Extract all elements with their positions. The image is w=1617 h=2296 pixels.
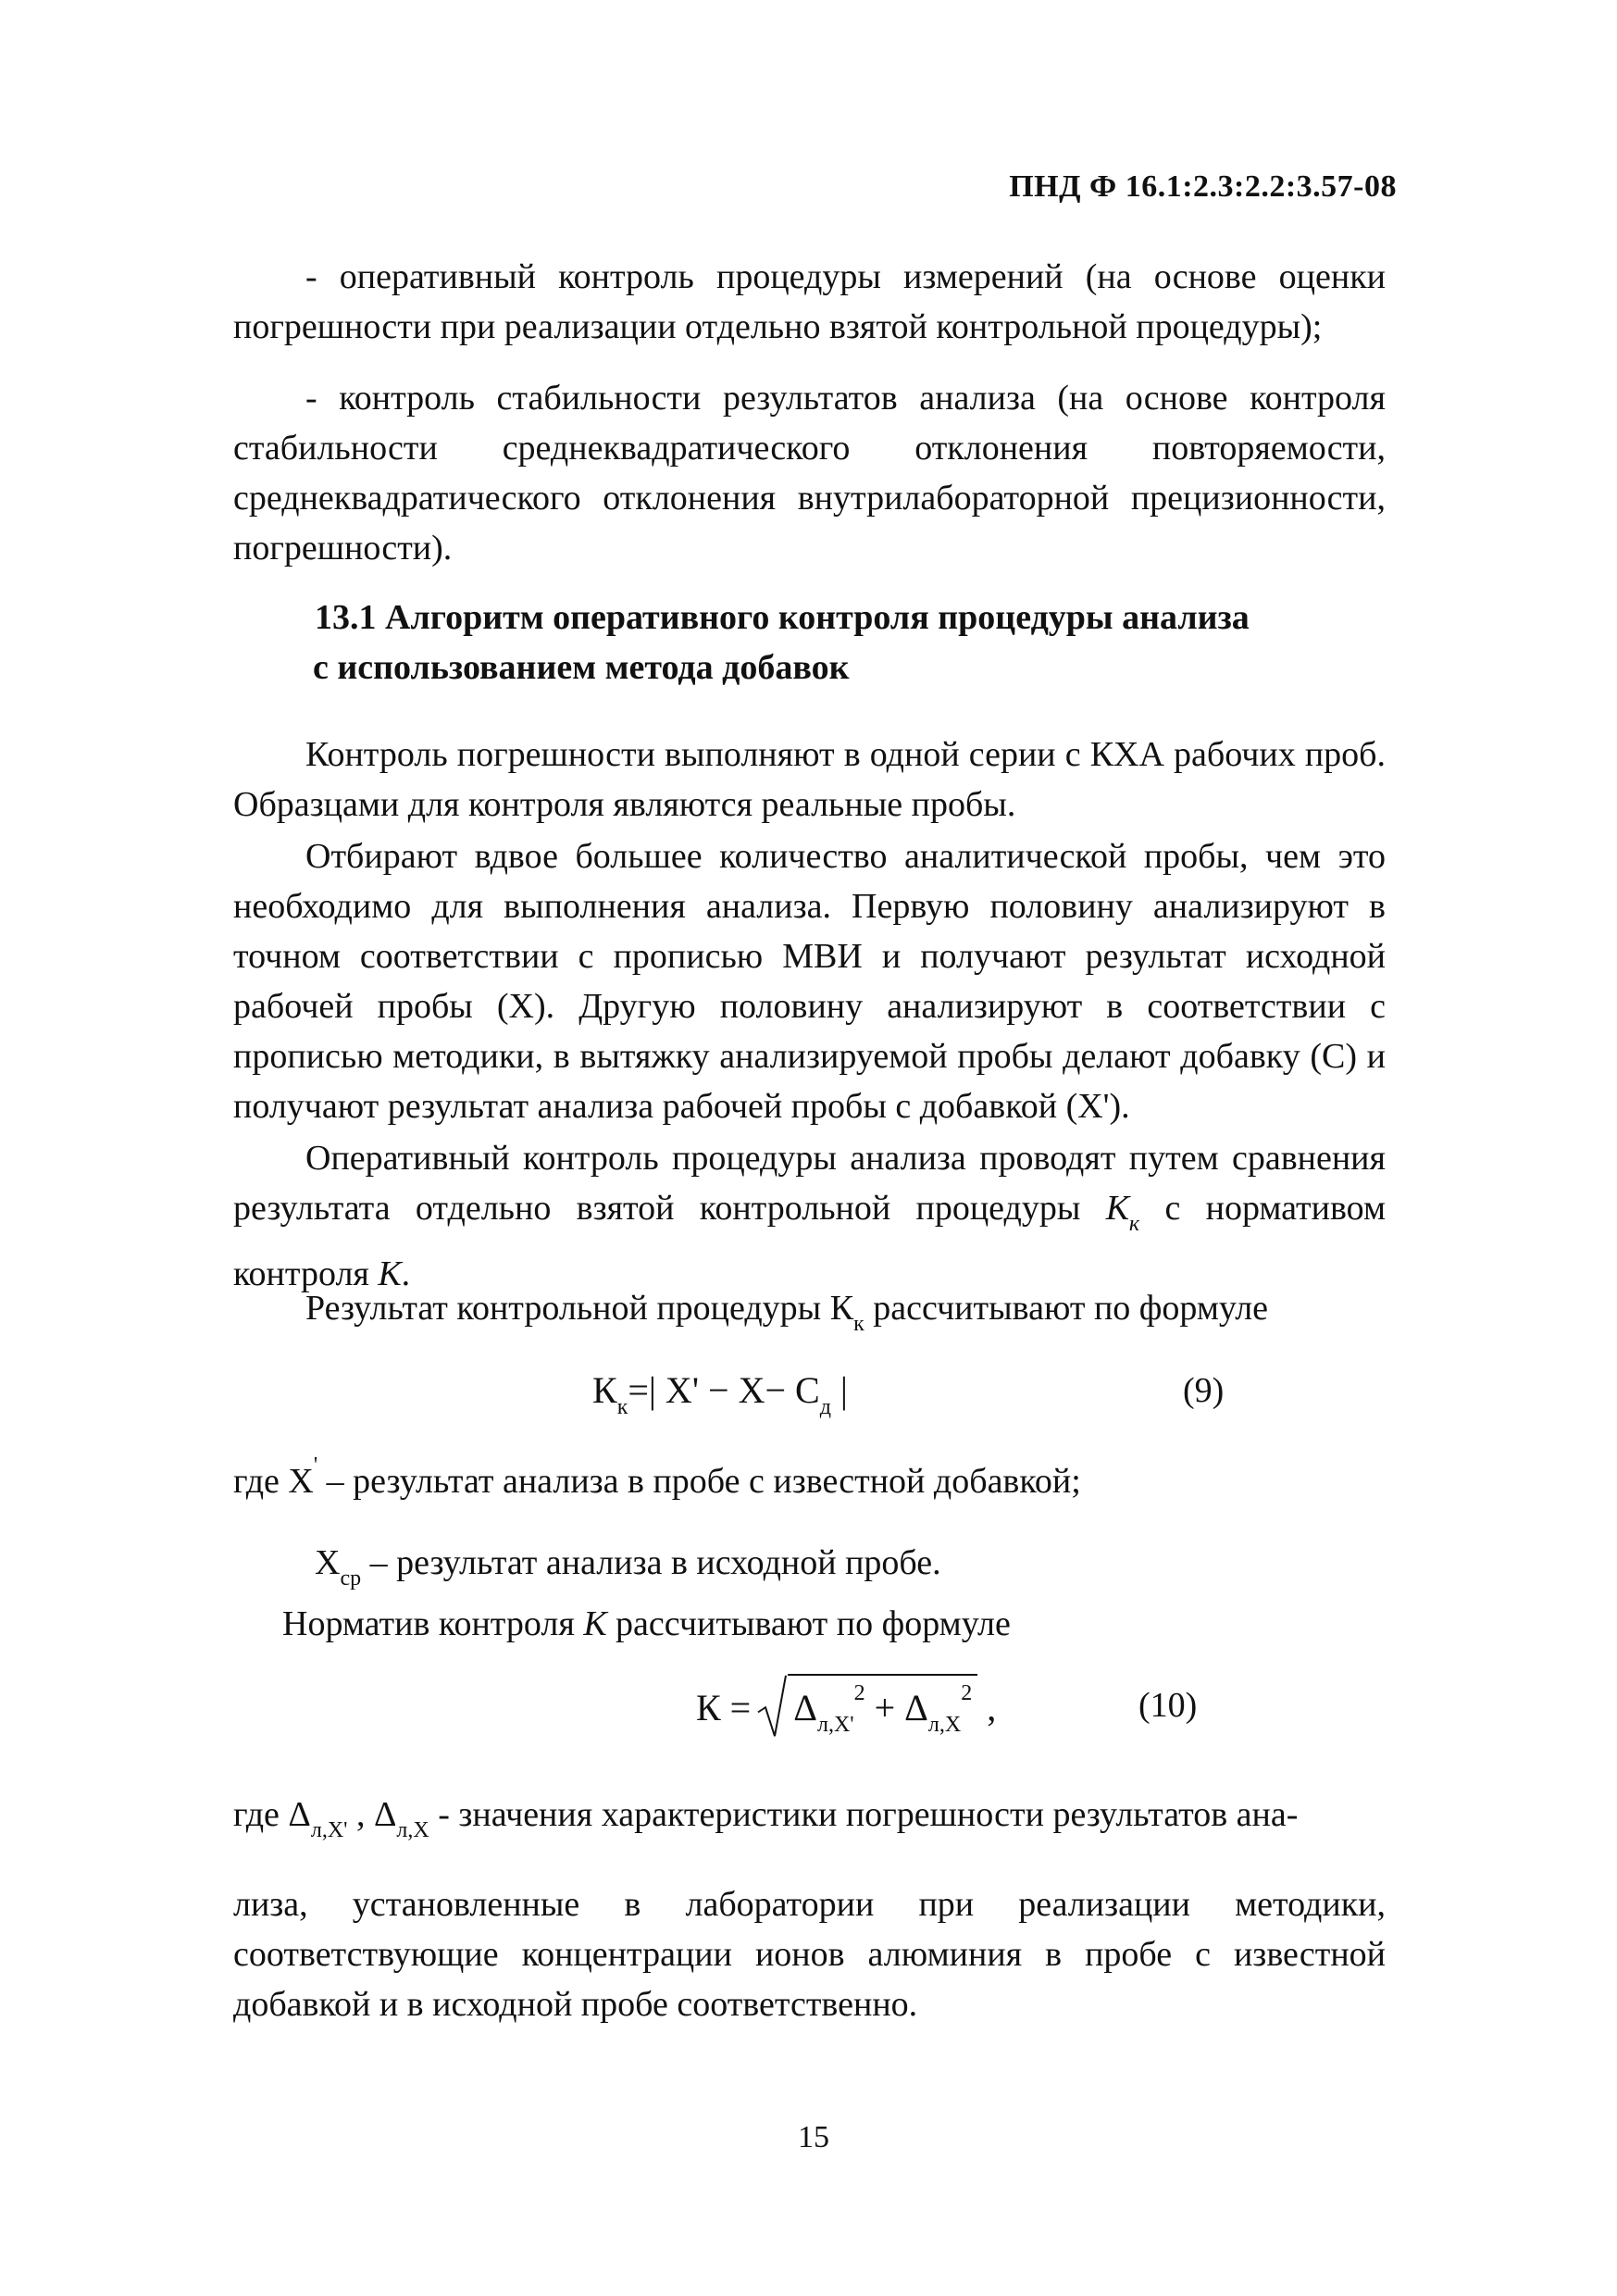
paragraph-3-text-a: Оперативный контроль процедуры анализа проводят путем сравнения результата отдельно взятой контрольной процедуры [233, 1139, 1386, 1228]
eq9-rhs-subscript: д [819, 1395, 831, 1419]
where-3-subscript-1: л,X' [310, 1818, 348, 1842]
equation-9-number: (9) [1183, 1371, 1225, 1410]
paragraph-4-subscript: к [853, 1312, 864, 1336]
paragraph-3 [233, 1133, 1386, 1299]
paragraph-5-text-b: рассчитывают по формуле [606, 1604, 1011, 1643]
eq9-rhs-a: =| X' − X− C [628, 1369, 820, 1411]
eq10-comma: , [977, 1687, 997, 1728]
intro-item-1-text: - оперативный контроль процедуры измерений (на основе оценки погрешности при реализации отдельно взятой контрольной процедуры); [233, 257, 1386, 346]
section-heading-line-2: с использованием метода добавок [313, 648, 850, 687]
where-line-2 [315, 1542, 941, 1591]
paragraph-6-text: лиза, установленные в лаборатории при реализации методики, соответствующие концентрации ионов алюминия в пробе с известной добавкой и в исходной пробе соответственно. [233, 1885, 1386, 2024]
kk-subscript: к [1128, 1212, 1140, 1236]
where-3-text-a: где Δ [233, 1795, 311, 1834]
square-root [756, 1674, 977, 1738]
paragraph-4 [233, 1283, 1386, 1349]
delta-2-superscript: 2 [961, 1681, 973, 1705]
paragraph-3-text-b: с нормативом контроля [233, 1189, 1386, 1293]
intro-item-2-text: - контроль стабильности результатов анализа (на основе контроля стабильности среднеквадратического отклонения повторяемости, среднеквадратического отклонения внутрилабораторной прецизионности, погрешности). [233, 379, 1386, 568]
where-1-text-a: где X [233, 1462, 314, 1501]
eq10-lhs: К = [696, 1687, 752, 1728]
delta-1-subscript: л,X' [816, 1713, 854, 1737]
where-2-text-b: – результат анализа в исходной пробе. [361, 1543, 941, 1582]
paragraph-5-k-symbol: К [583, 1604, 607, 1643]
delta-1-superscript: 2 [853, 1681, 865, 1705]
paragraph-3-period: . [401, 1254, 411, 1293]
where-1-superscript: ' [313, 1454, 318, 1478]
equation-10-number: (10) [1138, 1686, 1198, 1725]
k-symbol: К [378, 1254, 402, 1293]
page-number: 15 [798, 2120, 829, 2154]
eq9-lhs: К [592, 1369, 617, 1411]
where-line-1 [233, 1454, 1081, 1502]
equation-10 [696, 1674, 996, 1738]
where-3-subscript-2: л,X [396, 1818, 429, 1842]
where-1-text-b: – результат анализа в пробе с известной добавкой; [317, 1462, 1081, 1501]
where-line-3 [233, 1794, 1298, 1843]
where-2-text-a: X [315, 1543, 341, 1582]
paragraph-1-text: Контроль погрешности выполняют в одной серии с КХА рабочих проб. Образцами для контроля являются реальные пробы. [233, 735, 1386, 824]
section-heading-line-1: 13.1 Алгоритм оперативного контроля процедуры анализа [315, 598, 1250, 637]
eq9-rhs-b: | [830, 1369, 848, 1411]
delta-2-subscript: л,X [927, 1713, 962, 1737]
plus-delta-2: + Δ [864, 1687, 928, 1728]
where-2-subscript: ср [340, 1566, 362, 1591]
paragraph-2-text: Отбирают вдвое большее количество аналитической пробы, чем это необходимо для выполнения анализа. Первую половину анализируют в точном соответствии с прописью МВИ и получают результат исходной рабочей пробы (Х). Другую половину анализируют в соответствии с прописью методики, в вытяжку анализируемой пробы делают добавку (С) и получают результат анализа рабочей пробы с добавкой (Х'). [233, 837, 1386, 1126]
paragraph-5-text-a: Норматив контроля [282, 1604, 584, 1643]
paragraph-2 [233, 831, 1386, 1131]
paragraph-5 [282, 1603, 1011, 1644]
equation-9 [592, 1368, 848, 1420]
paragraph-1 [233, 730, 1386, 830]
delta-1: Δ [793, 1687, 817, 1728]
paragraph-4-text-a: Результат контрольной процедуры К [305, 1289, 854, 1328]
sqrt-sign-icon [756, 1674, 788, 1738]
paragraph-4-text-b: рассчитывают по формуле [864, 1289, 1269, 1328]
where-3-text-c: - значения характеристики погрешности результатов ана- [429, 1795, 1299, 1834]
paragraph-6 [233, 1879, 1386, 2029]
intro-item-2 [233, 373, 1386, 573]
where-3-text-b: , Δ [347, 1795, 397, 1834]
kk-symbol: К [1105, 1189, 1129, 1228]
section-heading [315, 593, 1250, 693]
eq9-lhs-subscript: к [616, 1395, 628, 1419]
intro-item-1 [233, 252, 1386, 352]
document-code: ПНД Ф 16.1:2.3:2.2:3.57-08 [1009, 169, 1397, 204]
